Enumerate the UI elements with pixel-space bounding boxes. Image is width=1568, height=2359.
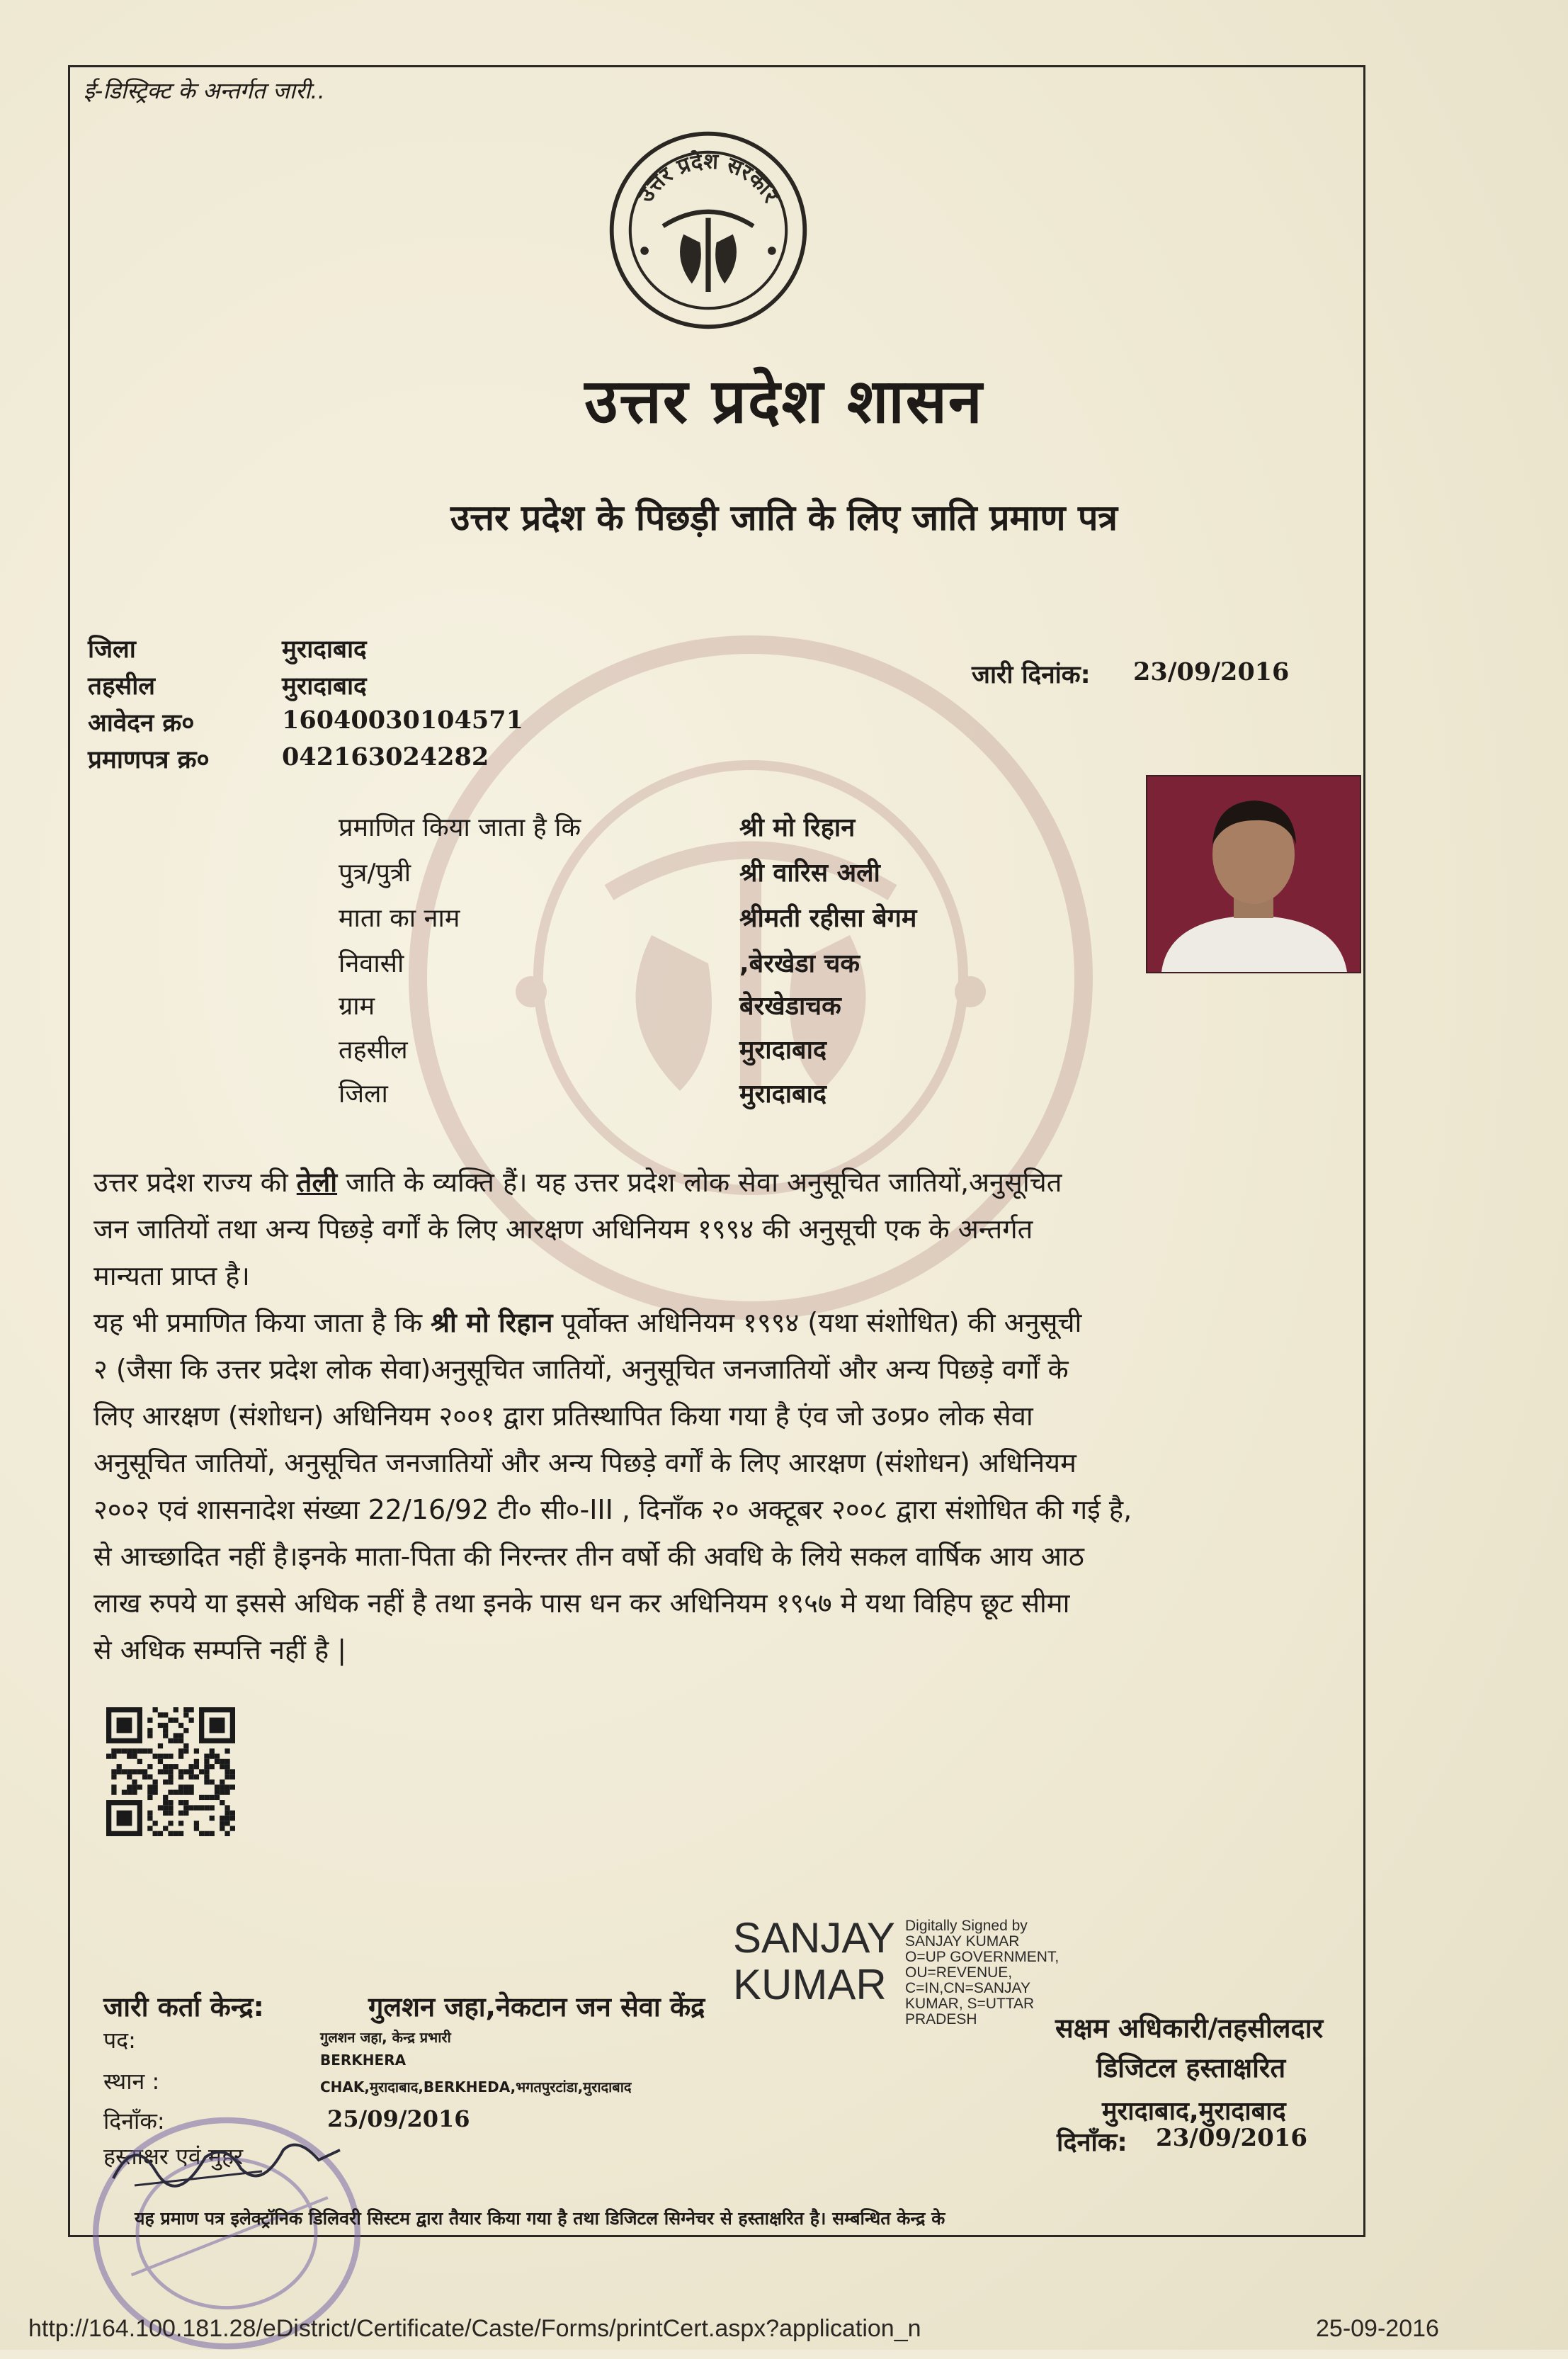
print-url: http://164.100.181.28/eDistrict/Certificate/Caste/Forms/printCert.aspx?application_n [28, 2315, 921, 2342]
authority-title: सक्षम अधिकारी/तहसीलदार [1055, 2013, 1324, 2044]
signer-name: SANJAY KUMAR [733, 1914, 895, 2008]
holder-name-value: श्री मो रिहान [739, 813, 856, 842]
post-value: गुलशन जहा, केन्द्र प्रभारी [320, 2029, 451, 2046]
authority-date-value: 23/09/2016 [1156, 2124, 1308, 2152]
certificate-number-label: प्रमाणपत्र क्र० [88, 746, 210, 774]
caste-name: तेली [296, 1167, 338, 1198]
issue-date-label: जारी दिनांक: [972, 661, 1091, 689]
authority-digital-signed: डिजिटल हस्ताक्षरित [1096, 2052, 1286, 2083]
caste-paragraph: उत्तर प्रदेश राज्य की तेली जाति के व्यक्ति हैं। यह उत्तर प्रदेश लोक सेवा अनुसूचित जातियों,अनुसूचित जन जातियों तथा अन्य पिछड़े वर्गों के लिए आरक्षण अधिनियम १९९४ की अनुसूची एक के अन्तर्गत मान्यता प्राप्त है। [93, 1167, 1062, 1291]
place-value-line2: CHAK,मुरादाबाद,BERKHEDA,भगतपुरटांडा,मुरादाबाद [320, 2078, 632, 2095]
residence-value: ,बेरखेडा चक [739, 949, 860, 978]
holder-name-inline: श्री मो रिहान [431, 1307, 553, 1338]
place-value-line1: BERKHERA [320, 2052, 407, 2069]
tehsil-value: मुरादाबाद [282, 672, 367, 701]
district-label: जिला [88, 635, 136, 664]
field-label: प्रमाणित किया जाता है कि [339, 813, 581, 842]
issuing-center-label: जारी कर्ता केन्द्र: [103, 1991, 264, 2023]
field-tehsil-value: मुरादाबाद [739, 1036, 827, 1065]
authority-date-label: दिनाँक: [1057, 2128, 1127, 2157]
certificate-title: उत्तर प्रदेश शासन [584, 366, 984, 437]
print-date: 25-09-2016 [1316, 2315, 1439, 2342]
authority-place: मुरादाबाद,मुरादाबाद [1102, 2097, 1286, 2126]
field-label: पुत्र/पुत्री [339, 859, 411, 888]
issuing-center-value: गुलशन जहा,नेकटान जन सेवा केंद्र [368, 1991, 705, 2023]
field-label: तहसील [339, 1036, 408, 1065]
field-label: ग्राम [339, 992, 375, 1021]
post-label: पद: [103, 2027, 136, 2054]
certificate-number-value: 042163024282 [282, 742, 489, 771]
tehsil-label: तहसील [88, 672, 155, 701]
place-label: स्थान : [103, 2068, 160, 2095]
handwritten-signature-icon [106, 2122, 347, 2200]
up-government-emblem-icon [606, 128, 811, 333]
field-district-value: मुरादाबाद [739, 1080, 827, 1109]
issuer-date-value: 25/09/2016 [327, 2105, 470, 2132]
signature-seal-label: हस्ताक्षर एवं मुहर [103, 2143, 244, 2170]
field-label: माता का नाम [339, 904, 460, 933]
applicant-photo [1146, 775, 1361, 973]
mother-name-value: श्रीमती रहीसा बेगम [739, 904, 917, 933]
field-label: जिला [339, 1080, 388, 1109]
village-value: बेरखेडाचक [739, 992, 841, 1021]
father-name-value: श्री वारिस अली [739, 859, 880, 888]
district-value: मुरादाबाद [282, 635, 367, 664]
issue-date-value: 23/09/2016 [1133, 657, 1290, 686]
digital-signature-details: Digitally Signed by SANJAY KUMAR O=UP GOVERNMENT, OU=REVENUE, C=IN,CN=SANJAY KUMAR, S=UTTAR PRADESH [905, 1918, 1059, 2027]
field-label: निवासी [339, 949, 404, 978]
qr-code-icon [106, 1707, 235, 1836]
application-number-label: आवेदन क्र० [88, 709, 195, 737]
electronic-delivery-note: यह प्रमाण पत्र इलेक्ट्रॉनिक डिलिवरी सिस्टम द्वारा तैयार किया गया है तथा डिजिटल सिग्नेचर से हस्ताक्षरित है। सम्बन्धित केन्द्र के [135, 2208, 945, 2229]
creamy-layer-paragraph: यह भी प्रमाणित किया जाता है कि श्री मो रिहान पूर्वोक्त अधिनियम १९९४ (यथा संशोधित) की अनुसूची २ (जैसा कि उत्तर प्रदेश लोक सेवा)अनुसूचित जातियों, अनुसूचित जनजातियों और अन्य पिछड़े वर्गों के लिए आरक्षण (संशोधन) अधिनियम २००१ द्वारा प्रतिस्थापित किया गया है एंव जो उ०प्र० लोक सेवा अनुसूचित जातियों, अनुसूचित जनजातियों और अन्य पिछड़े वर्गों के लिए आरक्षण (संशोधन) अधिनियम २००२ एवं शासनादेश संख्या 22/16/92 टी० सी०-III , दिनाँक २० अक्टूबर २००८ द्वारा संशोधित की गई है, से आच्छादित नहीं है।इनके माता-पिता की निरन्तर तीन वर्षो की अवधि के लिये सकल वार्षिक आय आठ लाख रुपये या इससे अधिक नहीं है तथा इनके पास धन कर अधिनियम १९५७ मे यथा विहिप छूट सीमा से अधिक सम्पत्ति नहीं है | [93, 1307, 1132, 1665]
certificate-subtitle: उत्तर प्रदेश के पिछड़ी जाति के लिए जाति प्रमाण पत्र [450, 497, 1118, 538]
application-number-value: 16040030104571 [282, 706, 523, 735]
header-note: ई-डिस्ट्रिक्ट के अन्तर्गत जारी.. [84, 77, 325, 104]
issuer-date-label: दिनाँक: [103, 2108, 165, 2134]
svg-text:उत्तर प्रदेश सरकार: उत्तर प्रदेश सरकार [633, 149, 783, 208]
